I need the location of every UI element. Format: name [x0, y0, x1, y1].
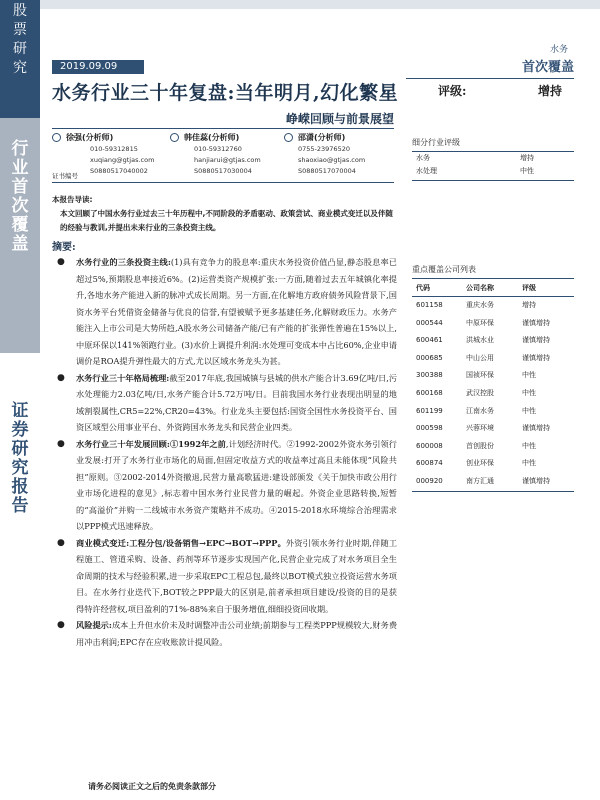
analyst-name: 邵潇(分析师)	[298, 133, 346, 142]
company-rating: 谨慎增持	[522, 318, 550, 327]
company-rating: 中性	[522, 371, 536, 380]
table-row	[412, 350, 574, 368]
summary-item	[52, 617, 397, 650]
company-rating: 谨慎增持	[522, 353, 550, 362]
side-banner	[0, 0, 40, 800]
company-name: 江南水务	[466, 406, 494, 415]
rating-box	[406, 54, 574, 104]
company-name: 武汉控股	[466, 388, 494, 397]
analyst-license: S0880517070004	[298, 167, 356, 175]
summary-list	[52, 250, 397, 650]
analyst-email[interactable]: xuqiang@gtjas.com	[90, 156, 155, 164]
summary-item-body: 成本上升但水价未及时调整冲击公司业绩;前期参与工程类PPP规模较大,财务费用冲击利润;EPC存在应收账款计提风险。	[76, 620, 398, 647]
company-name: 创业环保	[466, 459, 494, 468]
analyst-block	[52, 132, 394, 184]
analyst-name: 韩佳蕊(分析师)	[184, 133, 240, 142]
company-name: 中原环保	[466, 318, 494, 327]
analyst-license: S0880517040002	[90, 167, 148, 175]
summary-item-body: (1)具有竞争力的股息率:重庆水务投资价值凸显,静态股息率已超过5%,预期股息率接近6%。(2)运营类资产规模扩张:一方面,随着过去五年城镇化率提升,各地水务产能进入新的脉冲式成长周期。另一方面,在化解地方政府债务风险背景下,国资水务平台凭借资金储备与优良的信誉,有望被赋予更多基建任务,化解财政压力。水务产能注入上市公司是大势所趋,A股水务公司储备产能/已有产能的扩张弹性普遍在15%以上,中原环保以141%领跑行业。(3)水价上调提升利润:水处理可变成本中占比60%,企业申请调价是ROA提升弹性最大的方式,尤以区域水务龙头为甚。	[76, 257, 397, 366]
col-header-code: 代码	[416, 284, 430, 292]
company-code: 000685	[416, 353, 443, 362]
table-row	[412, 315, 574, 333]
table-row	[412, 438, 574, 456]
summary-item	[52, 535, 397, 618]
company-name: 国祯环保	[466, 371, 494, 380]
bullet-icon: ●	[57, 257, 65, 267]
summary-item-head: 水务行业三十年格局梳理:	[76, 372, 170, 383]
table-row	[412, 455, 574, 473]
summary-item-body: 外资引领水务行业时期,伴随工程施工、管道采购、设备、药剂等环节逐步实现国产化,民营企业完成了对水务项目全生命周期的技术与经验积累,进一步采取EPC工程总包,最终以BOT模式独立投资运营水务项目。在水务行业迭代下,BOT较之PPP最大的区别是,前者承担项目建设/投资的目的是获得特许经营权,项目盈利的71%-88%来自于服务增值,细细投资回收期。	[76, 537, 398, 614]
company-name: 南方汇通	[466, 476, 494, 485]
table-row	[412, 332, 574, 350]
report-subtitle: 峥嵘回顾与前景展望	[285, 112, 394, 126]
person-icon	[284, 133, 293, 142]
summary-item-head: 水务行业三十年发展回顾:①1992年之前	[76, 438, 226, 449]
industry-rating: 中性	[520, 167, 534, 175]
company-rating: 中性	[522, 388, 536, 397]
side-label-initiation: 行 业 首 次 覆 盖	[11, 139, 29, 254]
company-rating: 中性	[522, 406, 536, 415]
industry-name: 水务	[416, 154, 430, 162]
table-row	[412, 420, 574, 438]
bullet-icon: ●	[57, 438, 65, 449]
report-title: 水务行业三十年复盘:当年明月,幻化繁星	[52, 82, 399, 104]
report-guide	[52, 193, 394, 235]
col-header-rating: 评级	[522, 284, 536, 292]
company-rating: 谨慎增持	[522, 336, 550, 345]
company-code: 600874	[416, 459, 443, 468]
company-rating: 谨慎增持	[522, 476, 550, 485]
company-code: 600461	[416, 336, 443, 345]
summary-item	[52, 436, 397, 535]
top-strip	[40, 0, 600, 9]
company-table-header	[412, 279, 574, 297]
report-date: 2019.09.09	[52, 60, 144, 74]
summary-heading: 摘要:	[52, 242, 76, 253]
company-code: 000598	[416, 424, 443, 433]
company-rating: 中性	[522, 441, 536, 450]
company-name: 洪城水业	[466, 336, 494, 345]
company-rating: 增持	[522, 301, 536, 309]
summary-item-body: ,计划经济时代。②1992-2002外资水务引领行业发展:打开了水务行业市场化的局面,但固定收益方式的收益率过高且未能体现“风险共担”原则。③2002-2014外资撤退,民营力量高歌猛进:建设部颁发《关于加快市政公用行业市场化进程的意见》,标志着中国水务行业民营力量的崛起。外资企业思路转换,短暂的“高溢价”并购一二线城市水务资产策略并不成功。④2015-2018水环境综合治理需求以PPP模式迅速释放。	[76, 438, 397, 531]
industry-rating-row	[412, 165, 574, 178]
table-row	[412, 385, 574, 403]
company-code: 600008	[416, 441, 443, 450]
disclaimer-footer: 请务必阅读正文之后的免责条款部分	[88, 782, 216, 791]
company-code: 300388	[416, 371, 443, 380]
panel-divider	[412, 491, 574, 492]
coverage-heading: 首次覆盖	[406, 56, 574, 79]
summary-item-head: 风险提示:	[76, 620, 112, 630]
summary-item-body: 截至2017年底,我国城镇与县城的供水产能合计3.69亿吨/日,污水处理能力2.03亿吨/日,水务产能合计5.72万吨/日。目前我国水务行业表现出明显的地域割裂属性,CR5=22%,CR20=43%。行业龙头主要包括:国资全国性水务投资平台、国资区域型公用事业平台、外资跨国水务龙头和民营企业四类。	[76, 372, 398, 432]
analyst-email[interactable]: hanjiarui@gtjas.com	[194, 156, 261, 164]
analyst-email[interactable]: shaoxiao@gtjas.com	[298, 156, 366, 164]
rating-value: 增持	[537, 84, 562, 98]
summary-item	[52, 254, 397, 370]
panel-divider	[412, 180, 574, 181]
title-divider	[52, 128, 394, 129]
summary-item-head: 水务行业的三条投资主线:	[76, 257, 171, 267]
company-rating: 中性	[522, 459, 536, 468]
industry-rating-panel	[412, 137, 574, 181]
table-row	[412, 297, 574, 315]
person-icon	[170, 133, 179, 142]
bullet-icon: ●	[57, 372, 65, 383]
company-name: 中山公用	[466, 353, 494, 362]
industry-rating-row	[412, 152, 574, 165]
table-row	[412, 367, 574, 385]
company-code: 000920	[416, 476, 443, 485]
industry-rating: 增持	[520, 154, 534, 162]
company-rating: 谨慎增持	[522, 424, 550, 433]
company-code: 000544	[416, 318, 443, 327]
col-header-name: 公司名称	[466, 284, 494, 292]
company-code: 601199	[416, 406, 443, 415]
license-label: 证书编号	[52, 172, 78, 180]
coverage-company-panel	[412, 264, 574, 492]
bullet-icon: ●	[57, 537, 65, 548]
summary-item	[52, 370, 397, 436]
analyst-phone: 010-59312815	[90, 145, 138, 153]
analyst-divider	[52, 182, 394, 183]
guide-heading: 本报告导读:	[52, 195, 93, 204]
side-label-report: 证 券 研 究 报 告	[11, 401, 29, 516]
industry-name: 水处理	[416, 167, 437, 175]
company-code: 600168	[416, 388, 443, 397]
summary-item-head: 商业模式变迁:工程分包/设备销售→EPC→BOT→PPP。	[76, 537, 286, 548]
analyst-phone: 0755-23976520	[298, 145, 350, 153]
company-name: 重庆水务	[466, 301, 494, 309]
guide-text: 本文回顾了中国水务行业过去三十年历程中,不同阶段的矛盾驱动、政策尝试、商业模式变迁以及伴随的经验与教训,并提出未来行业的三条投资主线。	[60, 209, 393, 232]
side-label-stock-research: 股 票 研 究	[13, 3, 27, 76]
person-icon	[52, 133, 61, 142]
industry-rating-heading: 细分行业评级	[412, 137, 574, 152]
sector-tag: 水务	[549, 45, 568, 55]
analyst-phone: 010-59312760	[194, 145, 242, 153]
analyst-license: S0880517030004	[194, 167, 252, 175]
company-code: 601158	[416, 301, 443, 309]
analyst-card	[170, 132, 280, 177]
analyst-name: 徐强(分析师)	[66, 133, 114, 142]
table-row	[412, 403, 574, 421]
analyst-card	[284, 132, 394, 177]
company-list-heading: 重点覆盖公司列表	[412, 264, 574, 279]
rating-label: 评级:	[438, 84, 467, 98]
bullet-icon: ●	[57, 620, 65, 630]
company-name: 兴蓉环境	[466, 424, 494, 433]
table-row	[412, 473, 574, 491]
company-name: 首创股份	[466, 441, 494, 450]
